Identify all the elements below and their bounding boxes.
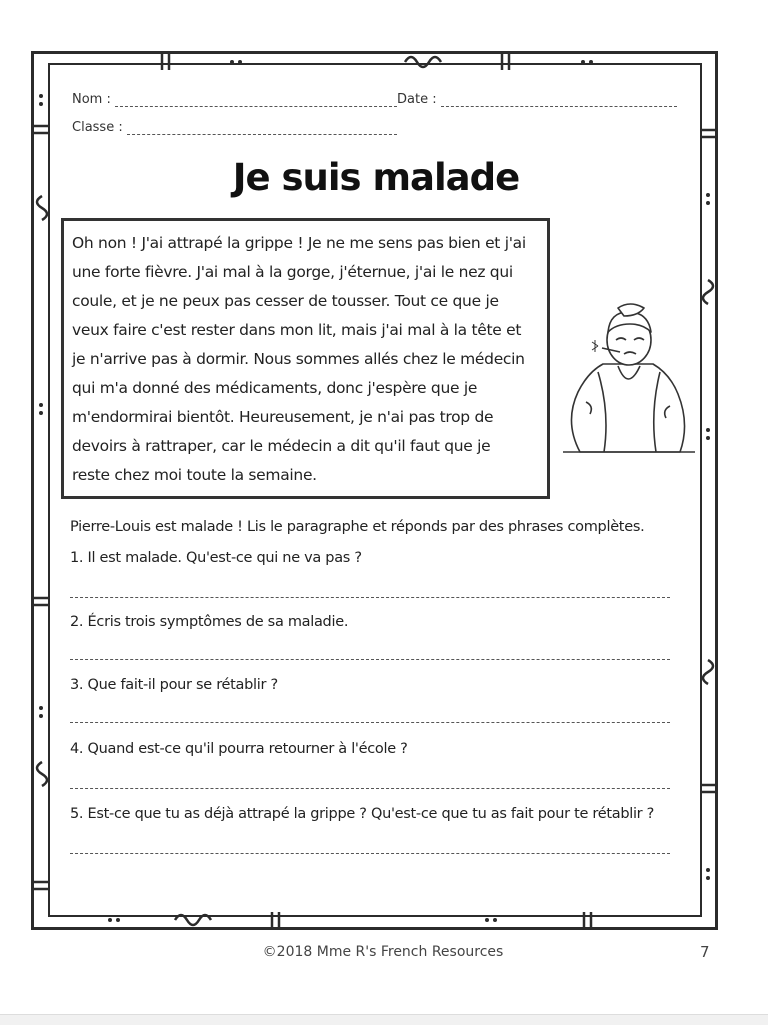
page-number: 7 (700, 943, 710, 961)
answer-line-2[interactable] (70, 659, 670, 660)
answer-line-5[interactable] (70, 853, 670, 854)
page-title: Je suis malade (232, 156, 520, 199)
reading-passage-box (61, 218, 550, 499)
instructions: Pierre-Louis est malade ! Lis le paragraphe et réponds par des phrases complètes. (70, 519, 645, 535)
name-field[interactable] (72, 92, 397, 107)
answer-line-3[interactable] (70, 722, 670, 723)
question-4: 4. Quand est-ce qu'il pourra retourner à l'école ? (70, 741, 408, 757)
page-edge (0, 1014, 768, 1025)
question-2: 2. Écris trois symptômes de sa maladie. (70, 614, 349, 630)
reading-passage-text: Oh non ! J'ai attrapé la grippe ! Je ne me sens pas bien et j'ai une forte fièvre. J'ai mal à la gorge, j'éternue, j'ai le nez qui coule, et je ne peux pas cesser de tousser. Tout ce que je veux faire c'est rester dans mon lit, mais j'ai mal à la tête et je n'arrive pas à dormir. Nous sommes allés chez le médecin qui m'a donné des médicaments, donc j'espère que je m'endormirai bientôt. Heureusement, je n'ai pas trop de devoirs à rattraper, car le médecin a dit qu'il faut que je reste chez moi toute la semaine. (72, 234, 526, 484)
question-1: 1. Il est malade. Qu'est-ce qui ne va pas ? (70, 550, 362, 566)
class-label: Classe : (72, 120, 123, 135)
class-line[interactable] (127, 123, 397, 135)
question-3: 3. Que fait-il pour se rétablir ? (70, 677, 278, 693)
sick-boy-in-blanket-icon (558, 302, 700, 462)
name-label: Nom : (72, 92, 111, 107)
answer-line-4[interactable] (70, 788, 670, 789)
answer-line-1[interactable] (70, 597, 670, 598)
name-line[interactable] (115, 95, 397, 107)
date-field[interactable] (397, 92, 677, 107)
question-5: 5. Est-ce que tu as déjà attrapé la grippe ? Qu'est-ce que tu as fait pour te rétablir ? (70, 806, 655, 822)
class-field[interactable] (72, 120, 397, 135)
date-label: Date : (397, 92, 437, 107)
copyright-footer: ©2018 Mme R's French Resources (262, 944, 504, 960)
date-line[interactable] (441, 95, 677, 107)
